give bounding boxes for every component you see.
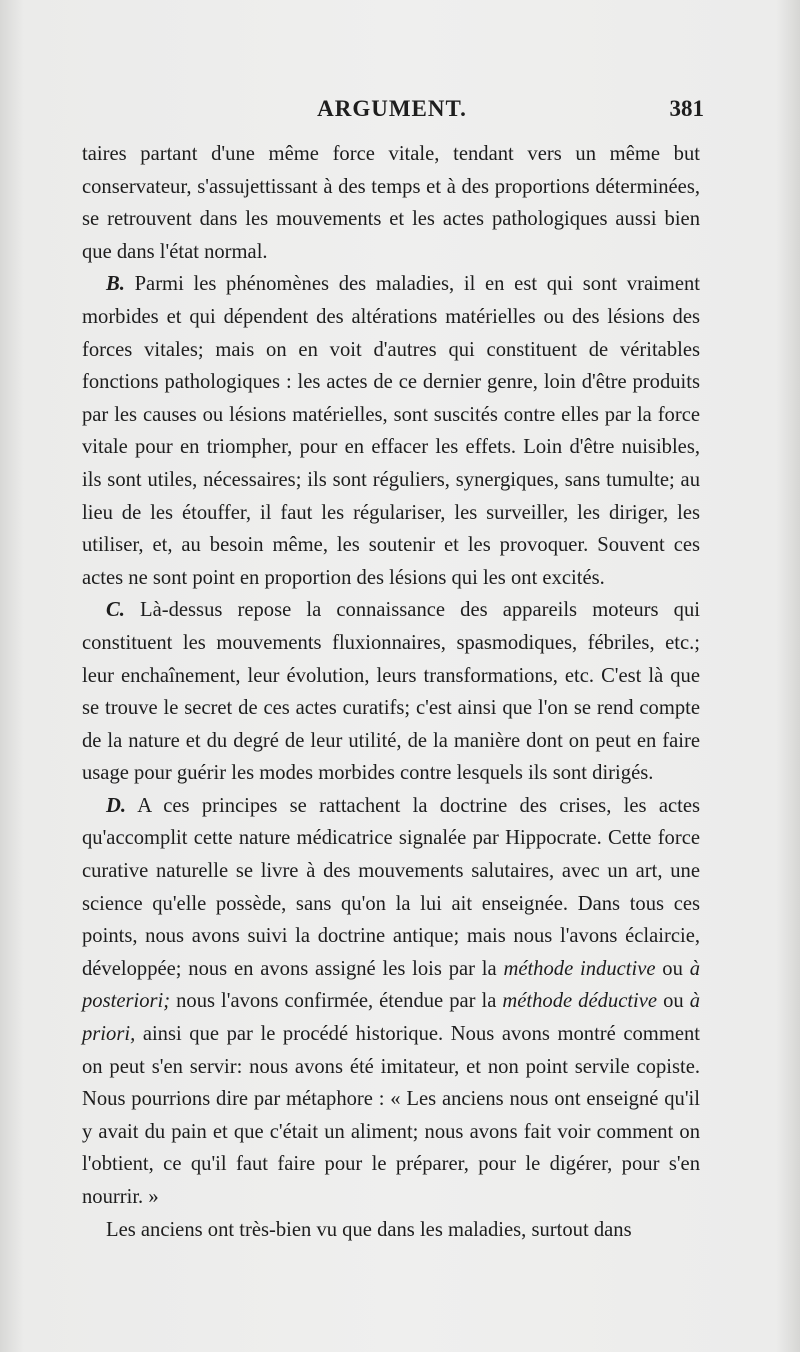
- italic-term: à posteriori;: [82, 957, 700, 1013]
- page-header: [80, 96, 704, 132]
- running-head: ARGUMENT.: [317, 96, 467, 121]
- paragraph-text: nous l'avons confirmée, étendue par la: [176, 990, 497, 1013]
- section-label-d: D.: [106, 794, 127, 817]
- body-text: [82, 138, 700, 1246]
- paragraph-text: ou: [662, 957, 683, 980]
- paragraph-text: Les anciens ont très-bien vu que dans les maladies, surtout dans: [106, 1218, 632, 1241]
- paragraph-text: taires partant d'une même force vitale, tendant vers un même but conservateur, s'assujettissant à des temps et à des proportions déterminées, se retrouvent dans les mouvements et les actes pathologiques aussi bien que dans l'état normal.: [82, 143, 700, 263]
- paragraph-b: [82, 268, 700, 594]
- paragraph-text: ou: [663, 990, 684, 1013]
- section-label-c: C.: [106, 599, 125, 622]
- section-label-b: B.: [106, 273, 125, 296]
- italic-term: méthode déductive: [502, 990, 658, 1013]
- italic-term: méthode inductive: [503, 957, 656, 980]
- paragraph-c: [82, 594, 700, 790]
- paragraph-d: [82, 790, 700, 1214]
- italic-term: à priori,: [82, 990, 700, 1046]
- paragraph-text: ainsi que par le procédé historique. Nous avons montré comment on peut s'en servir: nous avons été imitateur, et non point servile copiste. Nous pourrions dire par métaphore : « Les anciens nous ont enseigné qu'il y avait du pain et que c'était un aliment; nous avons fait voir comment on l'obtient, ce qu'il faut faire pour le préparer, pour le digérer, pour s'en nourrir. »: [82, 1023, 701, 1208]
- paragraph-text: Là-dessus repose la connaissance des appareils moteurs qui constituent les mouvements fluxionnaires, spasmodiques, fébriles, etc.; leur enchaînement, leur évolution, leurs transformations, etc. C'est là que se trouve le secret de ces actes curatifs; c'est ainsi que l'on se rend compte de la nature et du degré de leur utilité, de la manière dont on peut en faire usage pour guérir les modes morbides contre lesquels ils sont dirigés.: [82, 599, 700, 785]
- paragraph-final: [82, 1214, 700, 1247]
- page-number: 381: [669, 96, 704, 121]
- paragraph-text: Parmi les phénomènes des maladies, il en est qui sont vraiment morbides et qui dépendent des altérations matérielles ou des lésions des forces vitales; mais on en voit d'autres qui constituent de véritables fonctions pathologiques : les actes de ce dernier genre, loin d'être produits par les causes ou lésions matérielles, sont suscités contre elles par la force vitale pour en triompher, pour en effacer les effets. Loin d'être nuisibles, ils sont utiles, nécessaires; ils sont réguliers, synergiques, sans tumulte; au lieu de les étouffer, il faut les régulariser, les surveiller, les diriger, les utiliser, et, au besoin même, les soutenir et les provoquer. Souvent ces actes ne sont point en proportion des lésions qui les ont excités.: [82, 273, 700, 589]
- paragraph-text: A ces principes se rattachent la doctrine des crises, les actes qu'accomplit cette nature médicatrice signalée par Hippocrate. Cette force curative naturelle se livre à des mouvements salutaires, avec un art, une science qu'elle possède, sans qu'on la lui ait enseignée. Dans tous ces points, nous avons suivi la doctrine antique; mais nous l'avons éclaircie, développée; nous en avons assigné les lois par la: [82, 794, 700, 980]
- paragraph-continuation: [82, 138, 700, 268]
